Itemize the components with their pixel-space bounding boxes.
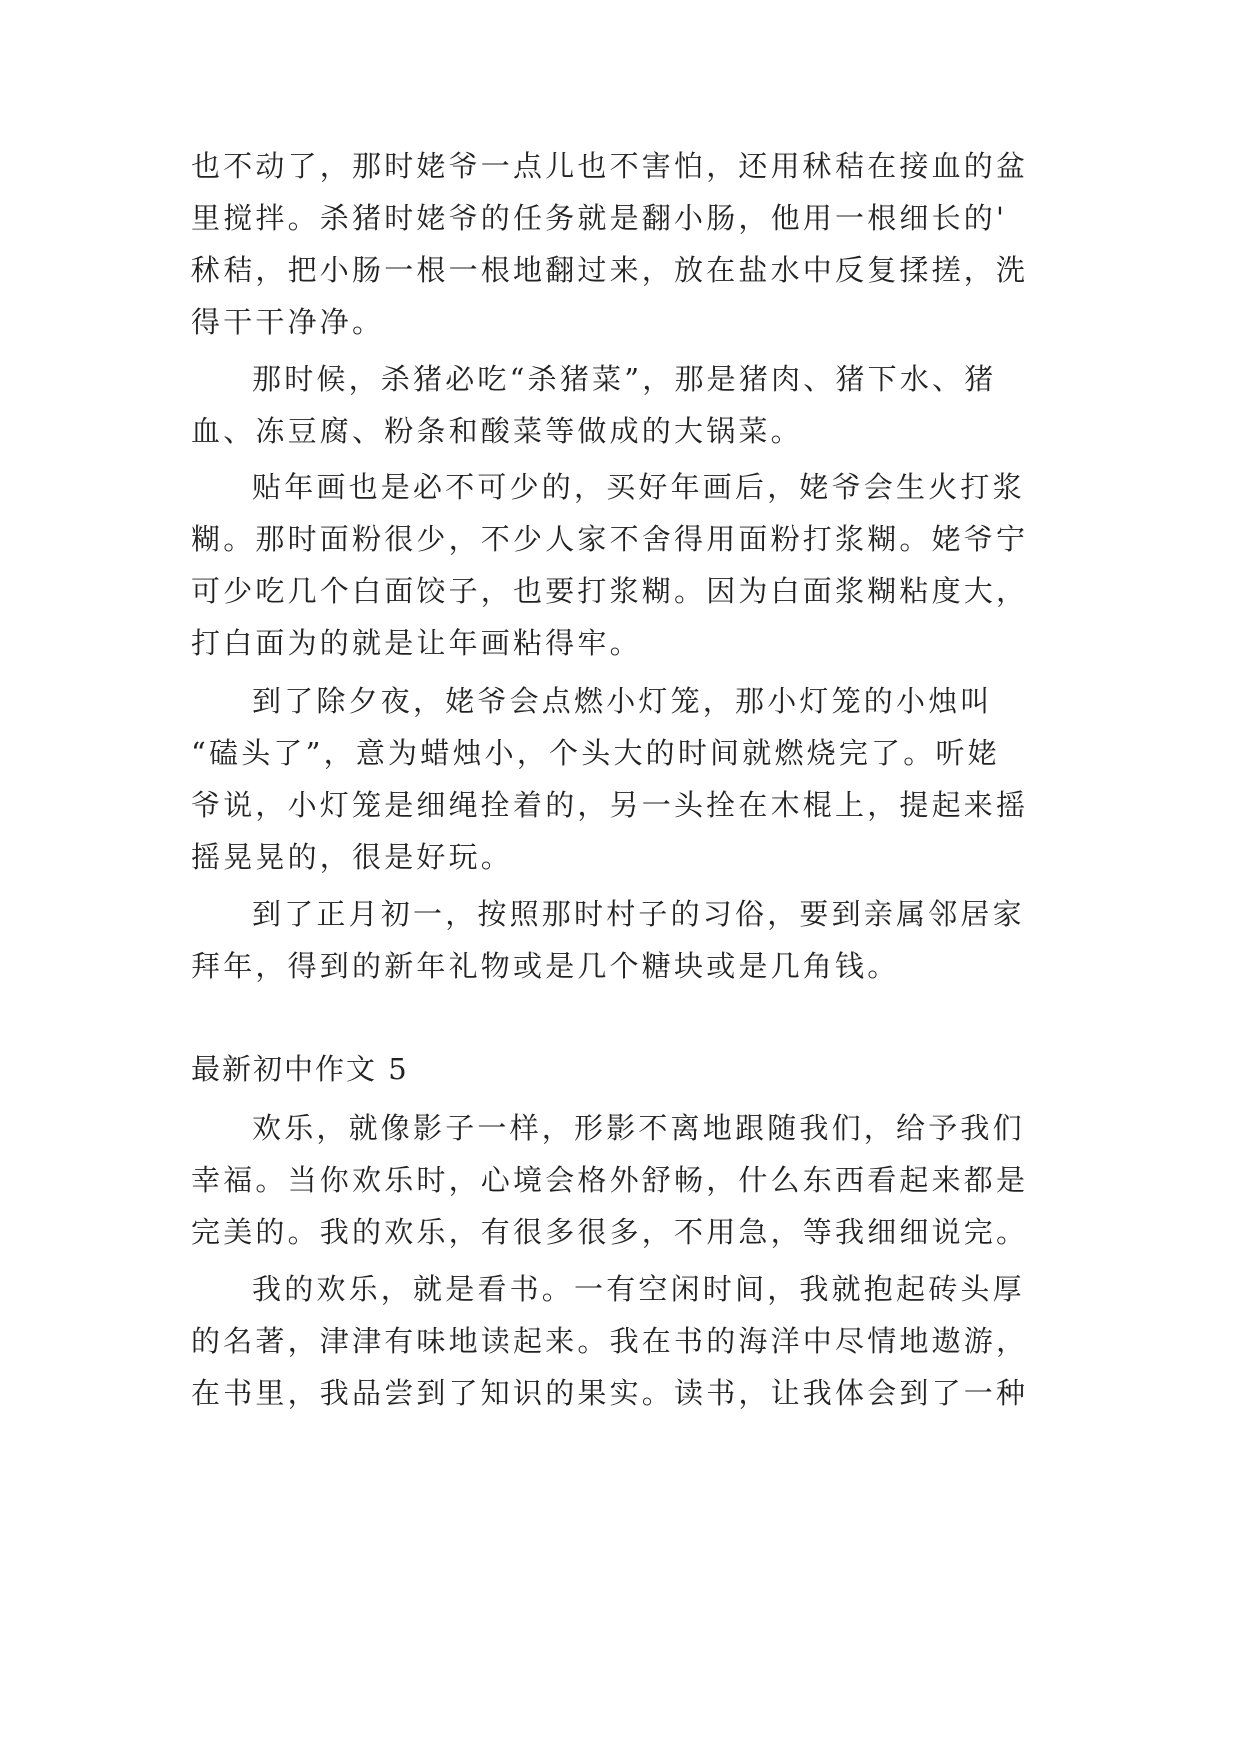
paragraph-first-line: 我的欢乐，就是看书。一有空闲时间，我就抱起砖头厚 <box>252 1272 1025 1306</box>
body-text-line: 也不动了，那时姥爷一点儿也不害怕，还用秫秸在接血的盆 <box>191 149 1029 183</box>
paragraph-first-line: 到了正月初一，按照那时村子的习俗，要到亲属邻居家 <box>252 897 1025 931</box>
paragraph-first-line: 那时候，杀猪必吃“杀猪菜”，那是猪肉、猪下水、猪 <box>252 362 997 396</box>
body-text-line: 秫秸，把小肠一根一根地翻过来，放在盐水中反复揉搓，洗 <box>191 253 1029 287</box>
paragraph-first-line: 欢乐，就像影子一样，形影不离地跟随我们，给予我们 <box>252 1111 1025 1145</box>
body-text-line: 爷说，小灯笼是细绳拴着的，另一头拴在木棍上，提起来摇 <box>191 788 1029 822</box>
body-text-line: 的名著，津津有味地读起来。我在书的海洋中尽情地遨游， <box>191 1324 1029 1358</box>
body-text-line: “磕头了”，意为蜡烛小，个头大的时间就燃烧完了。听姥 <box>191 736 1000 770</box>
body-text-line: 里搅拌。杀猪时姥爷的任务就是翻小肠，他用一根细长的' <box>191 201 1008 235</box>
body-text-line: 血、冻豆腐、粉条和酸菜等做成的大锅菜。 <box>191 414 803 448</box>
body-text-line: 得干干净净。 <box>191 305 385 339</box>
section-heading: 最新初中作文 5 <box>191 1052 409 1086</box>
body-text-line: 拜年，得到的新年礼物或是几个糖块或是几角钱。 <box>191 949 900 983</box>
body-text-line: 可少吃几个白面饺子，也要打浆糊。因为白面浆糊粘度大， <box>191 574 1029 608</box>
body-text-line: 完美的。我的欢乐，有很多很多，不用急，等我细细说完。 <box>191 1215 1029 1249</box>
body-text-line: 幸福。当你欢乐时，心境会格外舒畅，什么东西看起来都是 <box>191 1163 1029 1197</box>
paragraph-first-line: 贴年画也是必不可少的，买好年画后，姥爷会生火打浆 <box>252 470 1025 504</box>
body-text-line: 在书里，我品尝到了知识的果实。读书，让我体会到了一种 <box>191 1376 1029 1410</box>
body-text-line: 糊。那时面粉很少，不少人家不舍得用面粉打浆糊。姥爷宁 <box>191 522 1029 556</box>
body-text-line: 打白面为的就是让年画粘得牢。 <box>191 626 642 660</box>
body-text-line: 摇晃晃的，很是好玩。 <box>191 840 514 874</box>
paragraph-first-line: 到了除夕夜，姥爷会点燃小灯笼，那小灯笼的小烛叫 <box>252 684 993 718</box>
